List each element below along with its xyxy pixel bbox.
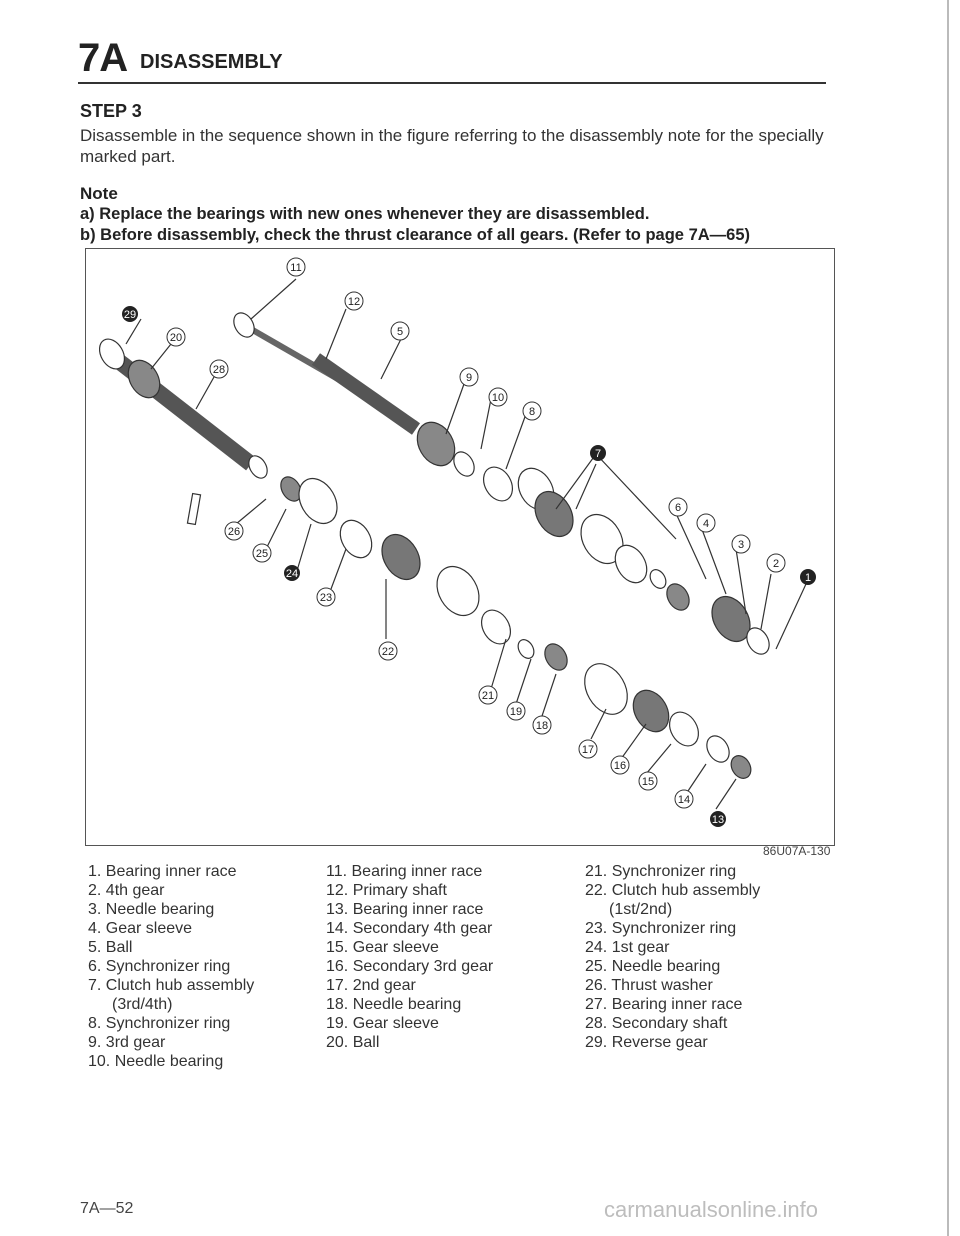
callout-21 bbox=[479, 686, 497, 704]
callout-29 bbox=[122, 306, 138, 322]
callout-label: 5 bbox=[396, 326, 404, 338]
legend-item: 26. Thrust washer bbox=[585, 977, 713, 994]
legend-item: 1. Bearing inner race bbox=[88, 863, 237, 880]
callout-label: 19 bbox=[509, 706, 523, 718]
legend-item: 23. Synchronizer ring bbox=[585, 920, 737, 937]
note-line-b: b) Before disassembly, check the thrust clearance of all gears. (Refer to page 7A—65) bbox=[80, 226, 751, 244]
callout-label: 6 bbox=[674, 502, 682, 514]
legend-item: 17. 2nd gear bbox=[326, 977, 416, 994]
callout-label: 12 bbox=[347, 296, 361, 308]
callout-14 bbox=[675, 790, 693, 808]
legend-item: 14. Secondary 4th gear bbox=[326, 920, 493, 937]
callout-28 bbox=[210, 360, 228, 378]
callout-11 bbox=[287, 258, 305, 276]
legend-item: 6. Synchronizer ring bbox=[88, 958, 231, 975]
callout-label: 13 bbox=[711, 814, 725, 826]
callout-19 bbox=[507, 702, 525, 720]
legend-item: 10. Needle bearing bbox=[88, 1053, 224, 1070]
legend-item: (1st/2nd) bbox=[609, 901, 673, 918]
callout-3 bbox=[732, 535, 750, 553]
callout-label: 25 bbox=[255, 548, 269, 560]
legend-item: 2. 4th gear bbox=[88, 882, 165, 899]
note-line-a: a) Replace the bearings with new ones whenever they are disassembled. bbox=[80, 205, 650, 223]
callout-6 bbox=[669, 498, 687, 516]
legend-item: 9. 3rd gear bbox=[88, 1034, 166, 1051]
callout-label: 15 bbox=[641, 776, 655, 788]
callout-label: 14 bbox=[677, 794, 691, 806]
callout-7-dark bbox=[590, 445, 606, 461]
legend-item: 29. Reverse gear bbox=[585, 1034, 708, 1051]
legend-item: (3rd/4th) bbox=[112, 996, 173, 1013]
page-header bbox=[78, 36, 826, 84]
legend-item: 22. Clutch hub assembly bbox=[585, 882, 761, 899]
callout-25 bbox=[253, 544, 271, 562]
page-edge-rule bbox=[947, 0, 949, 1236]
callout-label: 3 bbox=[737, 539, 745, 551]
callout-label: 18 bbox=[535, 720, 549, 732]
callout-16 bbox=[611, 756, 629, 774]
legend-item: 7. Clutch hub assembly bbox=[88, 977, 255, 994]
callout-label: 9 bbox=[465, 372, 473, 384]
callout-label: 17 bbox=[581, 744, 595, 756]
legend-column-3 bbox=[585, 862, 760, 1052]
callout-12 bbox=[345, 292, 363, 310]
legend-item: 21. Synchronizer ring bbox=[585, 863, 737, 880]
legend-item: 4. Gear sleeve bbox=[88, 920, 193, 937]
legend-item: 11. Bearing inner race bbox=[326, 863, 483, 880]
callout-24 bbox=[284, 565, 300, 581]
callout-18 bbox=[533, 716, 551, 734]
legend-item: 8. Synchronizer ring bbox=[88, 1015, 231, 1032]
callout-22 bbox=[379, 642, 397, 660]
callout-4 bbox=[697, 514, 715, 532]
exploded-view-illustration bbox=[86, 249, 834, 845]
legend-item: 19. Gear sleeve bbox=[326, 1015, 439, 1032]
callout-label: 8 bbox=[528, 406, 536, 418]
legend-item: 25. Needle bearing bbox=[585, 958, 721, 975]
callout-10 bbox=[489, 388, 507, 406]
callout-20 bbox=[167, 328, 185, 346]
legend-column-2 bbox=[326, 862, 493, 1052]
legend-item: 20. Ball bbox=[326, 1034, 380, 1051]
callout-5 bbox=[391, 322, 409, 340]
callout-label: 1 bbox=[804, 572, 812, 584]
legend-item: 28. Secondary shaft bbox=[585, 1015, 728, 1032]
legend-item: 3. Needle bearing bbox=[88, 901, 215, 918]
section-title: DISASSEMBLY bbox=[140, 51, 283, 73]
figure-code: 86U07A-130 bbox=[763, 844, 831, 858]
callout-label: 24 bbox=[285, 568, 299, 580]
callout-label: 7 bbox=[594, 448, 602, 460]
step-instructions: Disassemble in the sequence shown in the figure referring to the disassembly note for the specially marked part. bbox=[80, 126, 824, 166]
page-number: 7A—52 bbox=[80, 1200, 134, 1217]
callout-label: 16 bbox=[613, 760, 627, 772]
callout-label: 23 bbox=[319, 592, 333, 604]
legend-item: 15. Gear sleeve bbox=[326, 939, 439, 956]
callout-label: 4 bbox=[702, 518, 710, 530]
callout-label: 29 bbox=[123, 309, 137, 321]
callout-8 bbox=[523, 402, 541, 420]
legend-item: 13. Bearing inner race bbox=[326, 901, 484, 918]
callout-label: 22 bbox=[381, 646, 395, 658]
callout-26 bbox=[225, 522, 243, 540]
callout-label: 2 bbox=[772, 558, 780, 570]
callout-label: 11 bbox=[290, 262, 302, 274]
legend-item: 24. 1st gear bbox=[585, 939, 670, 956]
callout-13 bbox=[710, 811, 726, 827]
callout-label: 26 bbox=[227, 526, 241, 538]
callout-15 bbox=[639, 772, 657, 790]
callout-9 bbox=[460, 368, 478, 386]
callout-2 bbox=[767, 554, 785, 572]
watermark-text: carmanualsonline.info bbox=[604, 1197, 819, 1222]
legend-item: 12. Primary shaft bbox=[326, 882, 447, 899]
section-code: 7A bbox=[78, 36, 128, 80]
callout-label: 10 bbox=[491, 392, 505, 404]
note-title: Note bbox=[80, 184, 118, 203]
callout-label: 28 bbox=[212, 364, 226, 376]
legend-item: 27. Bearing inner race bbox=[585, 996, 743, 1013]
legend-column-1 bbox=[88, 862, 254, 1071]
callout-label: 20 bbox=[169, 332, 183, 344]
legend-item: 5. Ball bbox=[88, 939, 133, 956]
exploded-view-figure bbox=[85, 248, 835, 846]
legend-item: 18. Needle bearing bbox=[326, 996, 462, 1013]
callout-1 bbox=[800, 569, 816, 585]
legend-item: 16. Secondary 3rd gear bbox=[326, 958, 494, 975]
callout-label: 21 bbox=[481, 690, 495, 702]
step-title: STEP 3 bbox=[80, 101, 142, 121]
callout-17 bbox=[579, 740, 597, 758]
callout-23 bbox=[317, 588, 335, 606]
